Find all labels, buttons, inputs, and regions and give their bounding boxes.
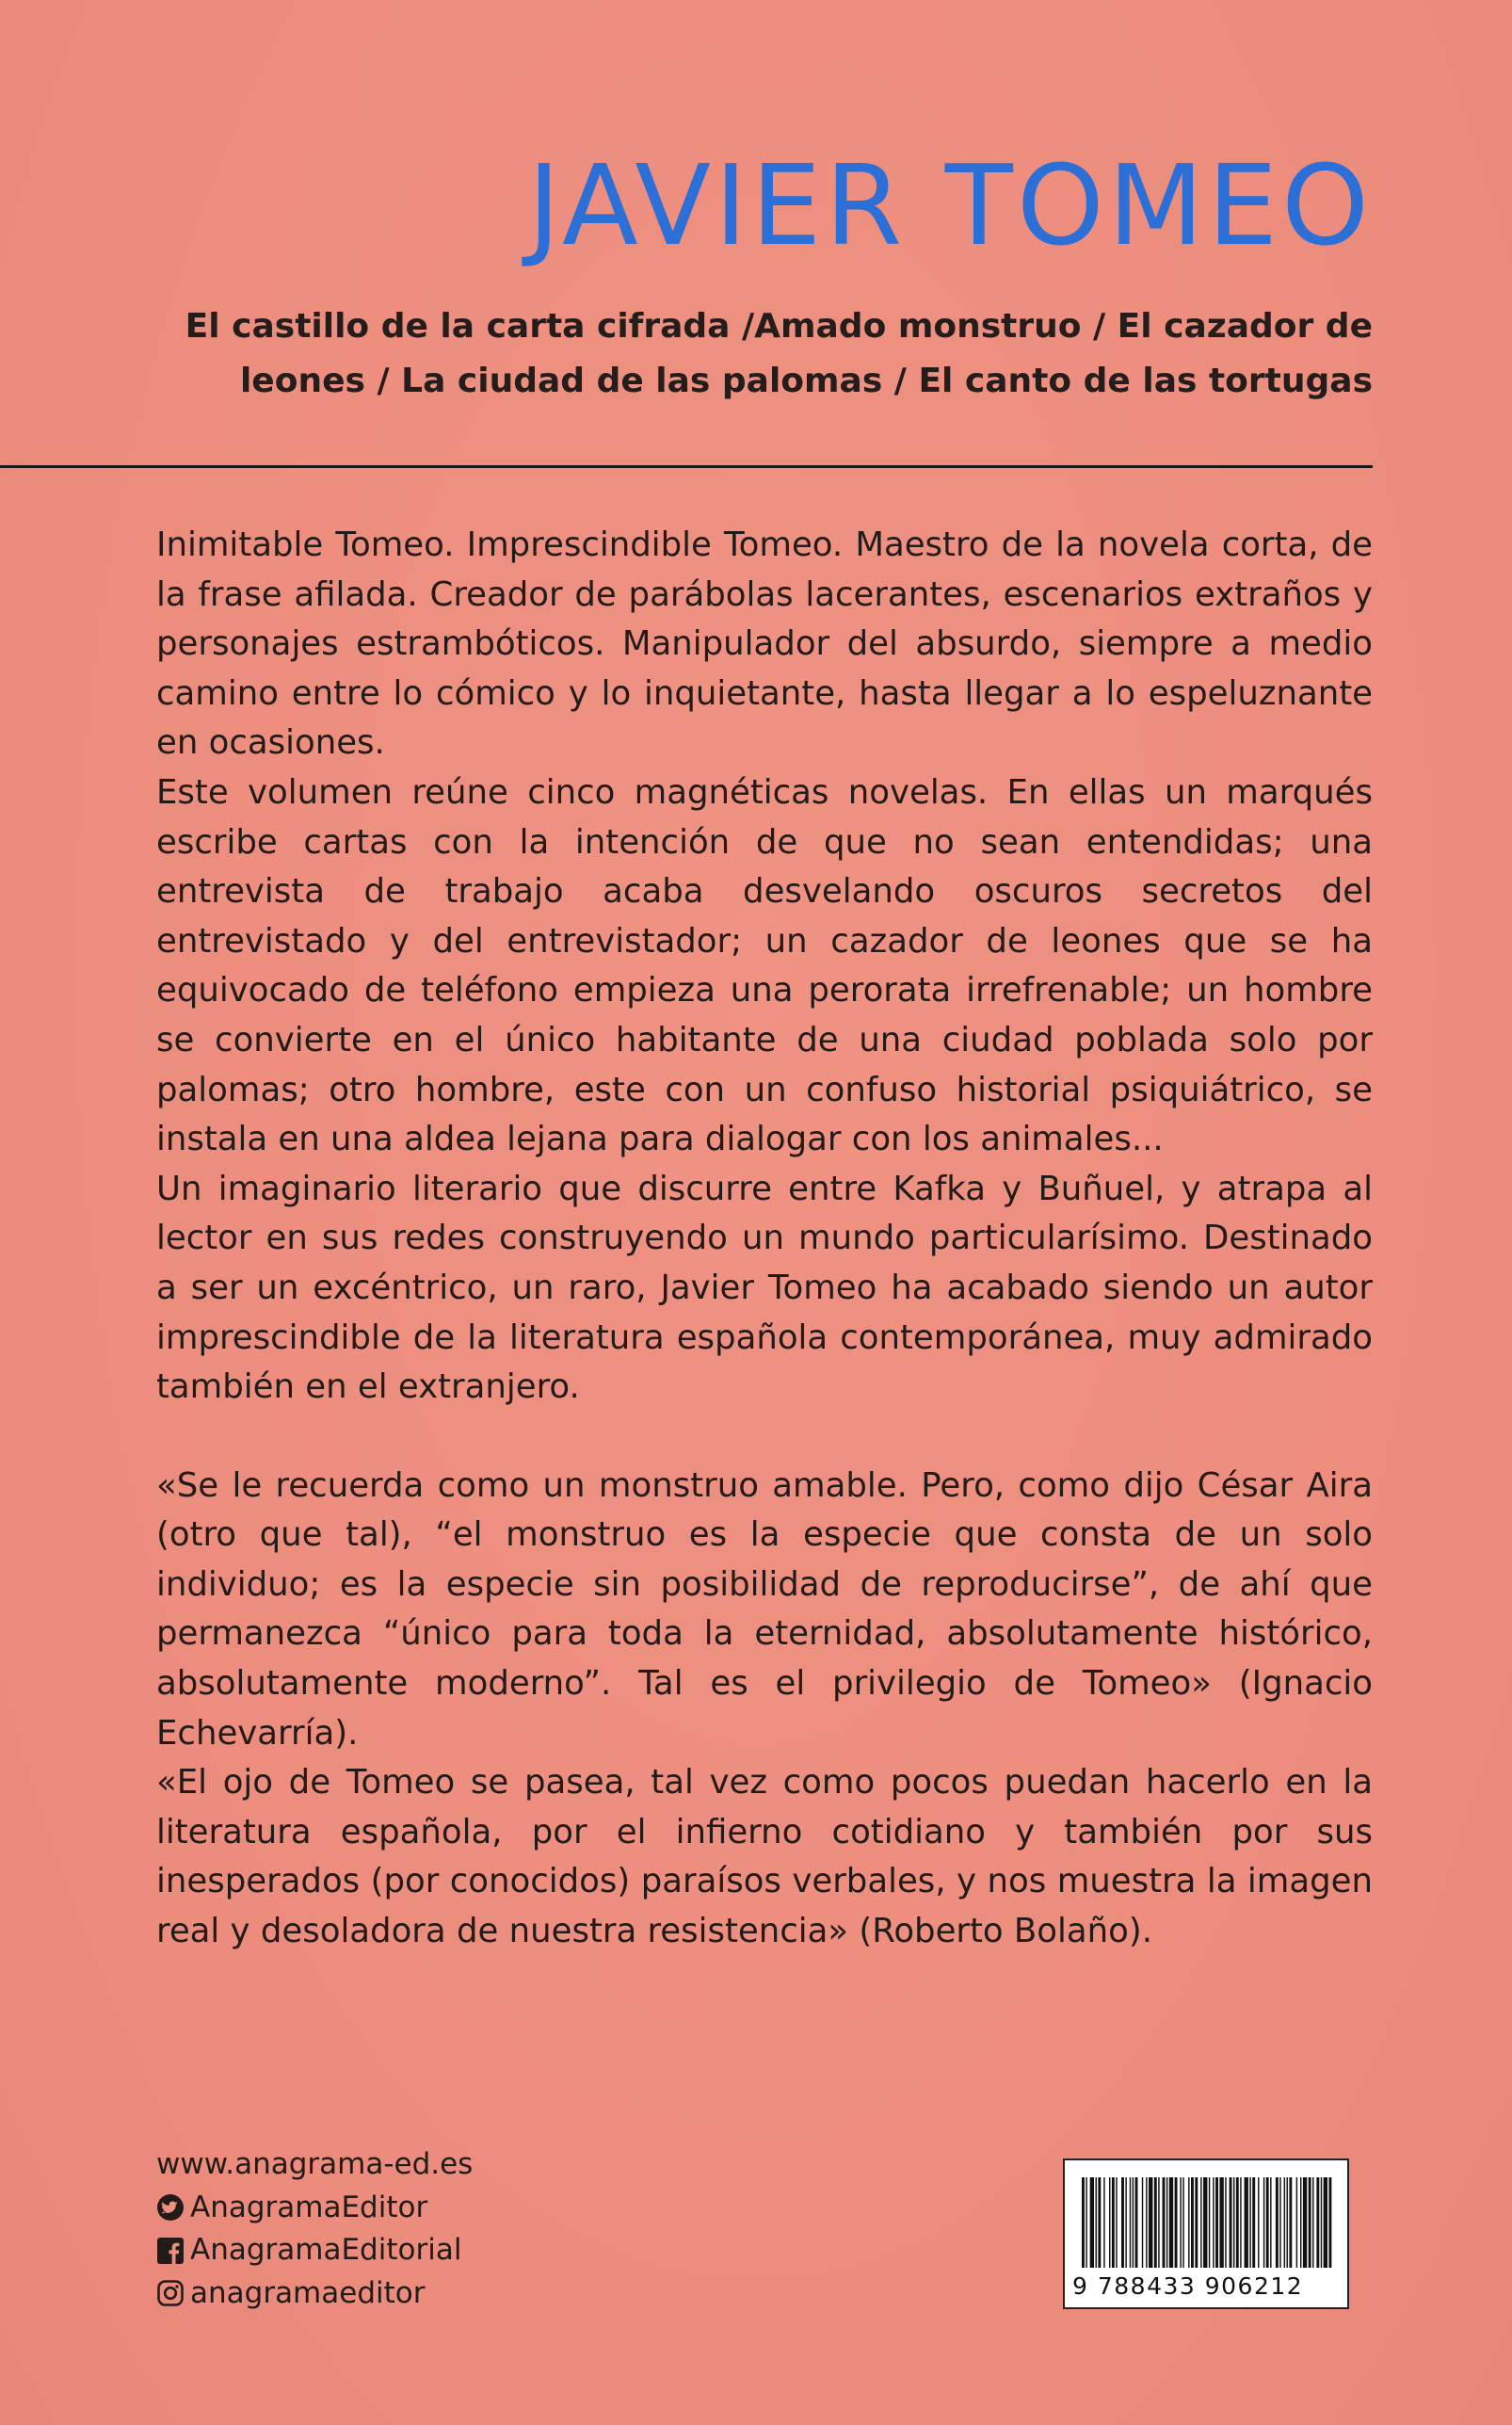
barcode-bar <box>1130 2177 1131 2268</box>
barcode-bar <box>1309 2177 1311 2268</box>
barcode-bar <box>1230 2177 1232 2268</box>
barcode-bar <box>1296 2177 1297 2268</box>
barcode-bar <box>1116 2177 1117 2268</box>
barcode-bar <box>1133 2177 1134 2268</box>
barcode-bar <box>1213 2177 1214 2268</box>
barcode-bar <box>1142 2177 1143 2268</box>
barcode-bar <box>1300 2177 1301 2268</box>
barcode-bar <box>1328 2177 1331 2268</box>
barcode-bar <box>1125 2177 1126 2268</box>
barcode-bars <box>1082 2177 1332 2268</box>
barcode-bar <box>1182 2177 1183 2268</box>
book-titles: El castillo de la carta cifrada /Amado monstruo / El cazador de leones / La ciudad de las palomas / El canto de las tortugas <box>185 307 1373 400</box>
instagram-icon <box>156 2279 185 2307</box>
author-name: JAVIER TOMEO <box>527 140 1373 270</box>
barcode-bar <box>1200 2177 1201 2268</box>
facebook-handle: AnagramaEditorial <box>190 2233 462 2267</box>
barcode-bar <box>1303 2177 1307 2268</box>
barcode-bar <box>1175 2177 1178 2268</box>
barcode-bar <box>1270 2177 1271 2268</box>
barcode-bar <box>1090 2177 1094 2268</box>
blurb-paragraph: Un imaginario literario que discurre entre Kafka y Buñuel, y atrapa al lector en sus redes construyendo un mundo particularísimo. Destinado a ser un excéntrico, un raro, Javier Tomeo ha acabado siendo un autor imprescindible de la literatura española contemporánea, muy admirado también en el extranjero. <box>156 1169 1373 1407</box>
isbn-number: 9 788433 906212 <box>1072 2272 1304 2300</box>
barcode-bar <box>1163 2177 1166 2268</box>
facebook-icon <box>156 2237 185 2265</box>
barcode-bar <box>1289 2177 1292 2268</box>
barcode-bar <box>1236 2177 1239 2268</box>
twitter-handle: AnagramaEditor <box>190 2190 428 2224</box>
barcode-bar <box>1154 2177 1157 2268</box>
barcode-bar <box>1249 2177 1250 2268</box>
twitter-link[interactable] <box>156 2187 473 2230</box>
barcode-bar <box>1112 2177 1115 2268</box>
barcode-bar <box>1096 2177 1097 2268</box>
barcode-bar <box>1263 2177 1264 2268</box>
barcode-bar <box>1166 2177 1167 2268</box>
barcode-bar <box>1203 2177 1207 2268</box>
barcode-bar <box>1103 2177 1104 2268</box>
twitter-icon <box>156 2193 185 2222</box>
barcode-bar <box>1225 2177 1226 2268</box>
website-link[interactable] <box>156 2143 473 2187</box>
divider-line <box>0 465 1373 468</box>
blurb-paragraph: Este volumen reúne cinco magnéticas novelas. En ellas un marqués escribe cartas con la intención de que no sean entendidas; una entrevista de trabajo acaba desvelando oscuros secretos del entrevistado y del entrevistador; un cazador de leones que se ha equivocado de teléfono empieza una perorata irrefrenable; un hombre se convierte en el único habitante de una ciudad poblada solo por palomas; otro hombre, este con un confuso historial psiquiátrico, se instala en una aldea lejana para dialogar con los animales... <box>156 772 1373 1159</box>
barcode-bar <box>1324 2177 1327 2268</box>
quote-echevarria: «Se le recuerda como un monstruo amable. Pero, como dijo César Aira (otro que tal), “el monstruo es la especie que consta de un solo individuo; es la especie sin posibilidad de reproducirse”, de ahí que permanezca “único para toda la eternidad, absolutamente histórico, absolutamente moderno”. Tal es el privilegio de Tomeo» (Ignacio Echevarría). <box>156 1465 1373 1753</box>
barcode-bar <box>1312 2177 1313 2268</box>
blurb-paragraph: Inimitable Tomeo. Imprescindible Tomeo. Maestro de la novela corta, de la frase afilada. Creador de parábolas lacerantes, escenarios extraños y personajes estrambóticos. Manipulador del absurdo, siempre a medio camino entre lo cómico y lo inquietante, hasta llegar a lo espeluznante en ocasiones. <box>156 525 1373 763</box>
isbn-barcode <box>1063 2158 1349 2309</box>
barcode-bar <box>1321 2177 1322 2268</box>
barcode-bar <box>1219 2177 1223 2268</box>
barcode-bar <box>1233 2177 1234 2268</box>
barcode-bar <box>1195 2177 1198 2268</box>
barcode-bar <box>1191 2177 1194 2268</box>
barcode-bar <box>1135 2177 1138 2268</box>
barcode-bar <box>1245 2177 1248 2268</box>
barcode-bar <box>1258 2177 1259 2268</box>
barcode-bar <box>1121 2177 1124 2268</box>
barcode-bar <box>1279 2177 1280 2268</box>
barcode-bar <box>1252 2177 1255 2268</box>
barcode-bar <box>1149 2177 1152 2268</box>
barcode-bar <box>1240 2177 1241 2268</box>
facebook-link[interactable] <box>156 2229 473 2272</box>
publisher-links <box>156 2143 473 2315</box>
barcode-bar <box>1276 2177 1279 2268</box>
barcode-bar <box>1146 2177 1147 2268</box>
barcode-bar <box>1158 2177 1159 2268</box>
barcode-bar <box>1266 2177 1269 2268</box>
quote-bolano: «El ojo de Tomeo se pasea, tal vez como pocos puedan hacerlo en la literatura española, por el infierno cotidiano y también por sus inesperados (por conocidos) paraísos verbales, y nos muestra la imagen real y desoladora de nuestra resistencia» (Roberto Bolaño). <box>156 1763 1373 1951</box>
barcode-bar <box>1098 2177 1101 2268</box>
barcode-bar <box>1287 2177 1288 2268</box>
barcode-bar <box>1082 2177 1085 2268</box>
barcode-bar <box>1215 2177 1218 2268</box>
barcode-bar <box>1169 2177 1173 2268</box>
barcode-bar <box>1209 2177 1210 2268</box>
barcode-bar <box>1284 2177 1285 2268</box>
blurb <box>156 521 1373 1957</box>
barcode-bar <box>1109 2177 1110 2268</box>
instagram-handle: anagramaeditor <box>190 2275 426 2310</box>
instagram-link[interactable] <box>156 2272 473 2316</box>
barcode-bar <box>1188 2177 1189 2268</box>
barcode-bar <box>1316 2177 1319 2268</box>
barcode-bar <box>1180 2177 1181 2268</box>
website-label: www.anagrama-ed.es <box>156 2147 474 2181</box>
